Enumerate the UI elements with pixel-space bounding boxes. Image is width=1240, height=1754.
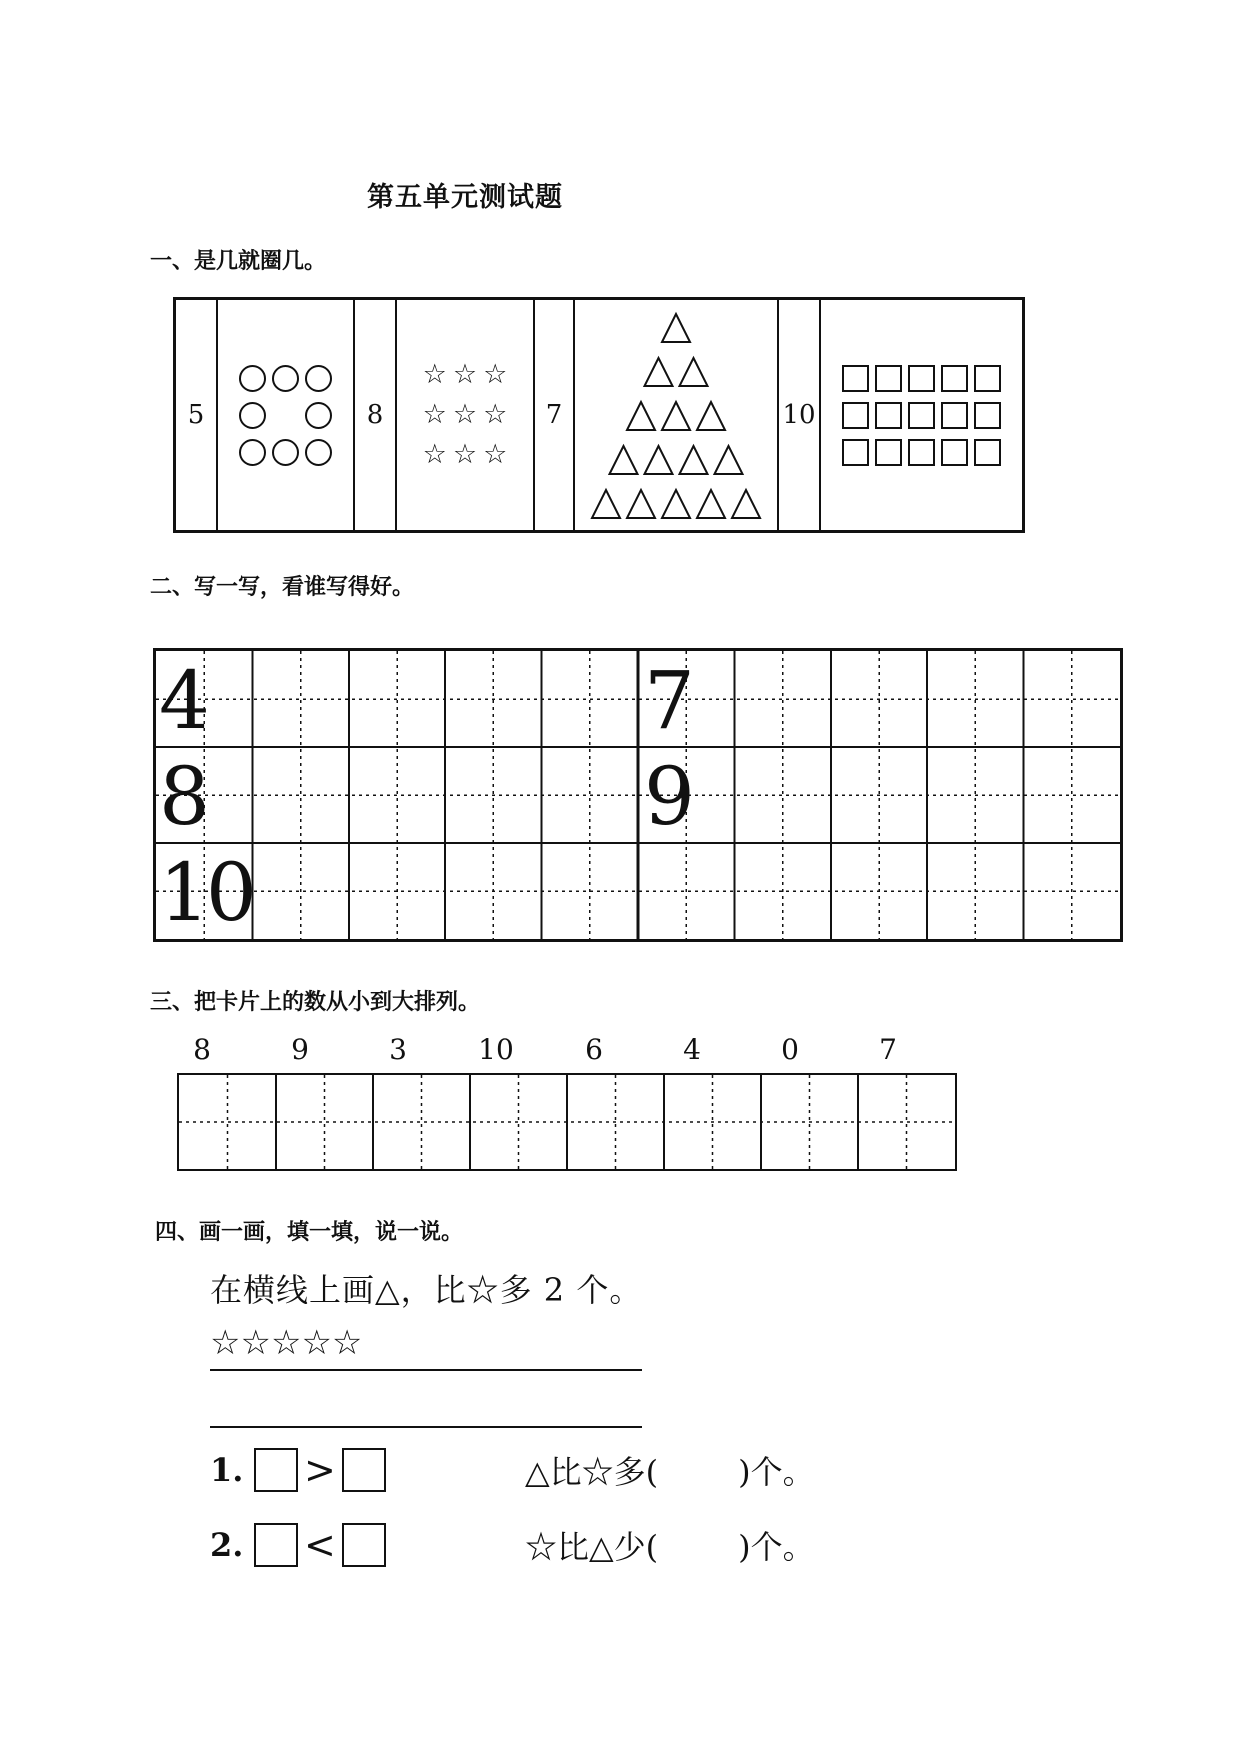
ordering-grid-lines <box>179 1075 955 1169</box>
answer-box[interactable] <box>342 1523 386 1567</box>
triangle-icon <box>627 402 655 430</box>
star-row: ☆☆☆☆☆ <box>210 1323 363 1363</box>
question-1 <box>210 1443 386 1497</box>
square-icon <box>842 365 869 392</box>
triangle-icon <box>610 446 638 474</box>
circle-icon <box>272 365 299 392</box>
sample-number-9: 9 <box>644 750 695 843</box>
star-icon: ☆ <box>483 439 508 470</box>
triangle-icon <box>715 446 743 474</box>
question-1-sentence-start: △比☆多( <box>525 1453 659 1491</box>
section4-heading: 四、画一画，填一填，说一说。 <box>155 1220 464 1245</box>
number-cards <box>153 1033 973 1069</box>
square-icon <box>908 365 935 392</box>
star-icon: ☆ <box>452 399 478 430</box>
count-table <box>173 297 1025 533</box>
circle-icon <box>272 439 299 466</box>
card: 8 <box>193 1033 211 1066</box>
triangle-icon <box>680 358 708 386</box>
star-row <box>423 440 508 470</box>
question-1-sentence <box>525 1443 815 1497</box>
square-row <box>842 402 1001 429</box>
writing-grid-lines <box>156 651 1120 939</box>
triangle-icon <box>645 358 673 386</box>
star-icon: ☆ <box>422 399 447 430</box>
star-row <box>423 400 508 430</box>
triangle-icon <box>680 446 708 474</box>
circle-icon <box>305 402 332 429</box>
square-icon <box>941 365 968 392</box>
sample-number-8: 8 <box>159 750 210 843</box>
card: 0 <box>781 1033 799 1066</box>
sample-number-7: 7 <box>644 654 695 747</box>
number-cell-7: 7 <box>533 300 575 530</box>
square-icon <box>875 439 902 466</box>
sample-number-10: 10 <box>159 846 253 939</box>
card: 4 <box>683 1033 701 1066</box>
triangle-icon <box>662 314 690 342</box>
square-icon <box>974 402 1001 429</box>
section2-heading: 二、写一写，看谁写得好。 <box>150 575 415 600</box>
star-icon: ☆ <box>483 359 508 390</box>
writing-grid[interactable] <box>153 648 1123 942</box>
square-row <box>842 365 1001 392</box>
square-icon <box>941 439 968 466</box>
draw-instruction: 在横线上画△，比☆多 2 个。 <box>210 1271 643 1309</box>
card: 3 <box>389 1033 407 1066</box>
circle-group[interactable] <box>218 300 353 530</box>
section1-heading: 一、是几就圈几。 <box>150 249 327 274</box>
square-icon <box>908 439 935 466</box>
greater-than-sign: > <box>304 1448 336 1492</box>
less-than-sign: < <box>304 1523 336 1567</box>
square-group[interactable] <box>821 300 1022 530</box>
square-icon <box>908 402 935 429</box>
star-icon: ☆ <box>422 359 447 390</box>
answer-box[interactable] <box>254 1523 298 1567</box>
sample-number-4: 4 <box>159 654 210 747</box>
square-icon <box>875 365 902 392</box>
star-icon: ☆ <box>452 439 478 470</box>
triangle-icon <box>662 402 690 430</box>
card: 7 <box>879 1033 897 1066</box>
question-1-sentence-end: )个。 <box>738 1453 815 1491</box>
card: 6 <box>585 1033 603 1066</box>
square-icon <box>842 402 869 429</box>
question-2-label: 2. <box>210 1526 244 1564</box>
star-icon: ☆ <box>422 439 447 470</box>
circle-icon <box>305 439 332 466</box>
circle-icon <box>239 402 266 429</box>
question-2-sentence-end: )个。 <box>738 1528 815 1566</box>
star-icon: ☆ <box>452 359 478 390</box>
page-title: 第五单元测试题 <box>367 182 563 213</box>
triangle-icon <box>662 490 690 518</box>
question-2-sentence <box>525 1518 815 1572</box>
square-row <box>842 439 1001 466</box>
triangle-icon <box>697 402 725 430</box>
square-icon <box>875 402 902 429</box>
triangle-pyramid <box>575 300 777 530</box>
question-1-label: 1. <box>210 1451 244 1489</box>
triangle-group[interactable] <box>575 300 777 530</box>
triangle-icon <box>592 490 620 518</box>
triangle-drawing-line[interactable] <box>210 1426 642 1428</box>
number-cell-8: 8 <box>353 300 397 530</box>
question-2 <box>210 1518 386 1572</box>
number-cell-10: 10 <box>777 300 821 530</box>
section3-heading: 三、把卡片上的数从小到大排列。 <box>150 990 481 1015</box>
triangle-icon <box>645 446 673 474</box>
square-icon <box>941 402 968 429</box>
star-row <box>423 360 508 390</box>
number-cell-5: 5 <box>176 300 218 530</box>
circle-icon <box>239 439 266 466</box>
star-line <box>210 1369 642 1371</box>
answer-box[interactable] <box>342 1448 386 1492</box>
triangle-icon <box>697 490 725 518</box>
question-2-sentence-start: ☆比△少( <box>525 1528 659 1566</box>
ordering-grid[interactable] <box>177 1073 957 1171</box>
circle-icon <box>305 365 332 392</box>
square-icon <box>974 439 1001 466</box>
triangle-icon <box>627 490 655 518</box>
circle-icon <box>239 365 266 392</box>
triangle-icon <box>732 490 760 518</box>
card: 10 <box>478 1033 514 1066</box>
star-group[interactable] <box>397 300 533 530</box>
answer-box[interactable] <box>254 1448 298 1492</box>
card: 9 <box>291 1033 309 1066</box>
square-icon <box>974 365 1001 392</box>
square-icon <box>842 439 869 466</box>
star-icon: ☆ <box>483 399 508 430</box>
